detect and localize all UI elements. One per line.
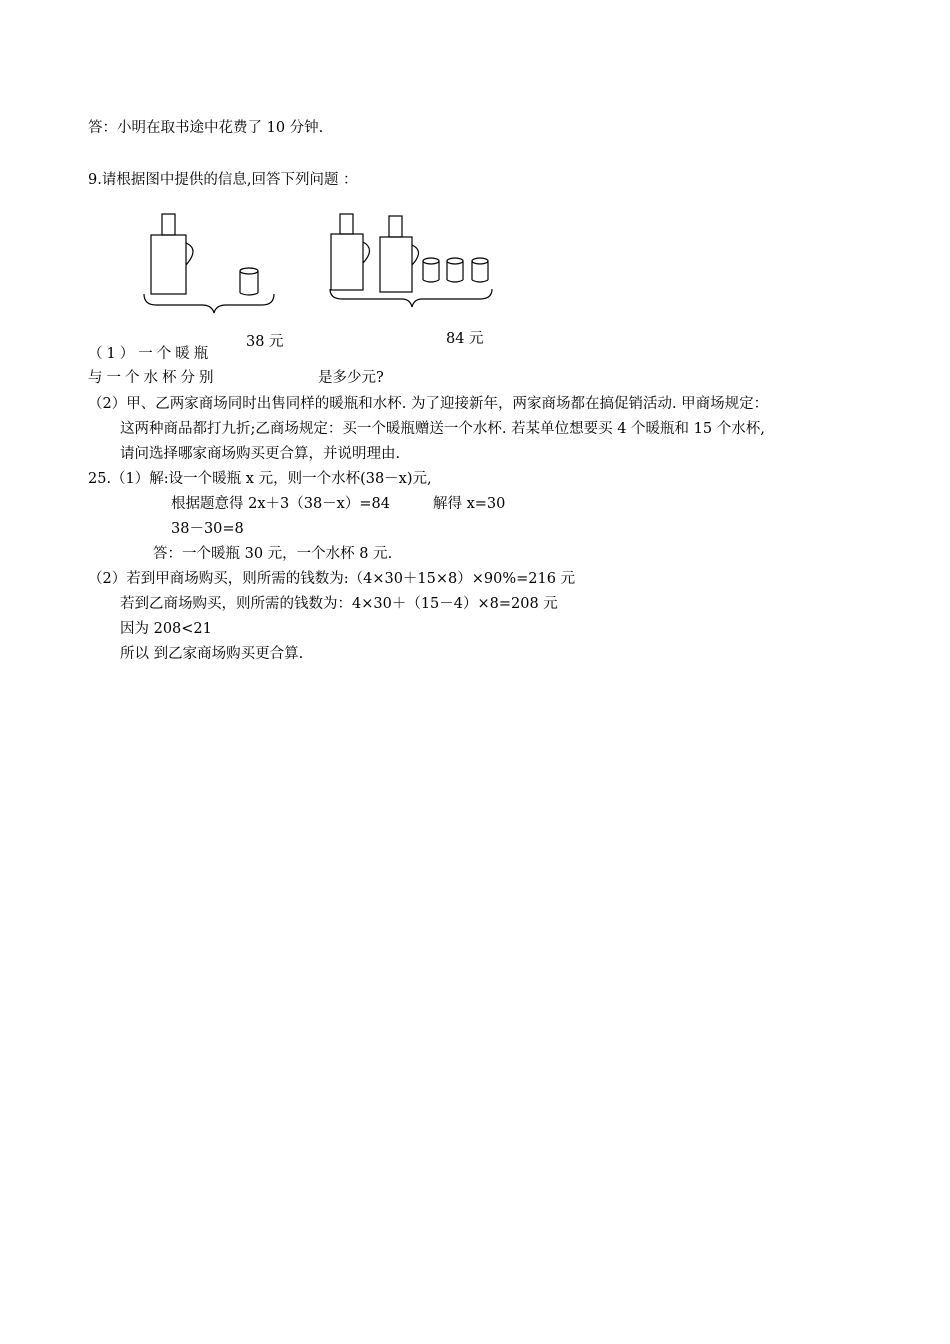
cup-icon — [472, 258, 488, 282]
question-1-part1: （1）一个暖瓶 — [88, 346, 213, 362]
left-price-label: 38 元 — [246, 334, 284, 350]
question-9-title: 9.请根据图中提供的信息,回答下列问题 ： — [88, 172, 358, 188]
solution-line3: 38－30=8 — [171, 521, 244, 537]
thermos-icon — [380, 216, 419, 292]
solution-line1: 25.（1）解:设一个暖瓶 x 元，则一个水杯(38－x)元, — [88, 471, 432, 487]
right-price-label: 84 元 — [446, 331, 484, 347]
solution-line7: 因为 208<21 — [120, 621, 212, 637]
solution-line2-equation: 根据题意得 2x＋3（38－x）=84 — [171, 496, 390, 512]
thermos-icon — [331, 214, 370, 290]
solution-line8: 所以 到乙家商场购买更合算. — [120, 646, 304, 662]
solution-line6: 若到乙商场购买，则所需的钱数为：4×30＋（15－4）×8=208 元 — [120, 596, 558, 612]
solution-line4: 答：一个暖瓶 30 元，一个水杯 8 元. — [153, 546, 393, 562]
question-1-part3: 是多少元? — [318, 370, 384, 386]
previous-answer: 答：小明在取书途中花费了 10 分钟. — [88, 120, 324, 136]
question-2-line1: （2）甲、乙两家商场同时出售同样的暖瓶和水杯. 为了迎接新年，两家商场都在搞促销活动. 甲商场规定： — [88, 396, 769, 412]
question-2-line2: 这两种商品都打九折;乙商场规定：买一个暖瓶赠送一个水杯. 若某单位想要买 4 个暖瓶和 15 个水杯, — [120, 421, 765, 437]
cup-icon — [447, 258, 463, 282]
thermos-icon — [151, 214, 193, 294]
solution-line5: （2）若到甲商场购买，则所需的钱数为:（4×30＋15×8）×90%=216 元 — [88, 571, 576, 587]
cup-icon — [240, 268, 258, 295]
solution-line2-result: 解得 x=30 — [433, 496, 506, 512]
thermos-cup-figure — [140, 205, 500, 335]
cup-icon — [423, 258, 439, 282]
left-brace — [144, 294, 274, 313]
question-2-line3: 请问选择哪家商场购买更合算，并说明理由. — [120, 446, 401, 462]
question-1-part2: 与一个水杯分别 — [88, 370, 218, 386]
